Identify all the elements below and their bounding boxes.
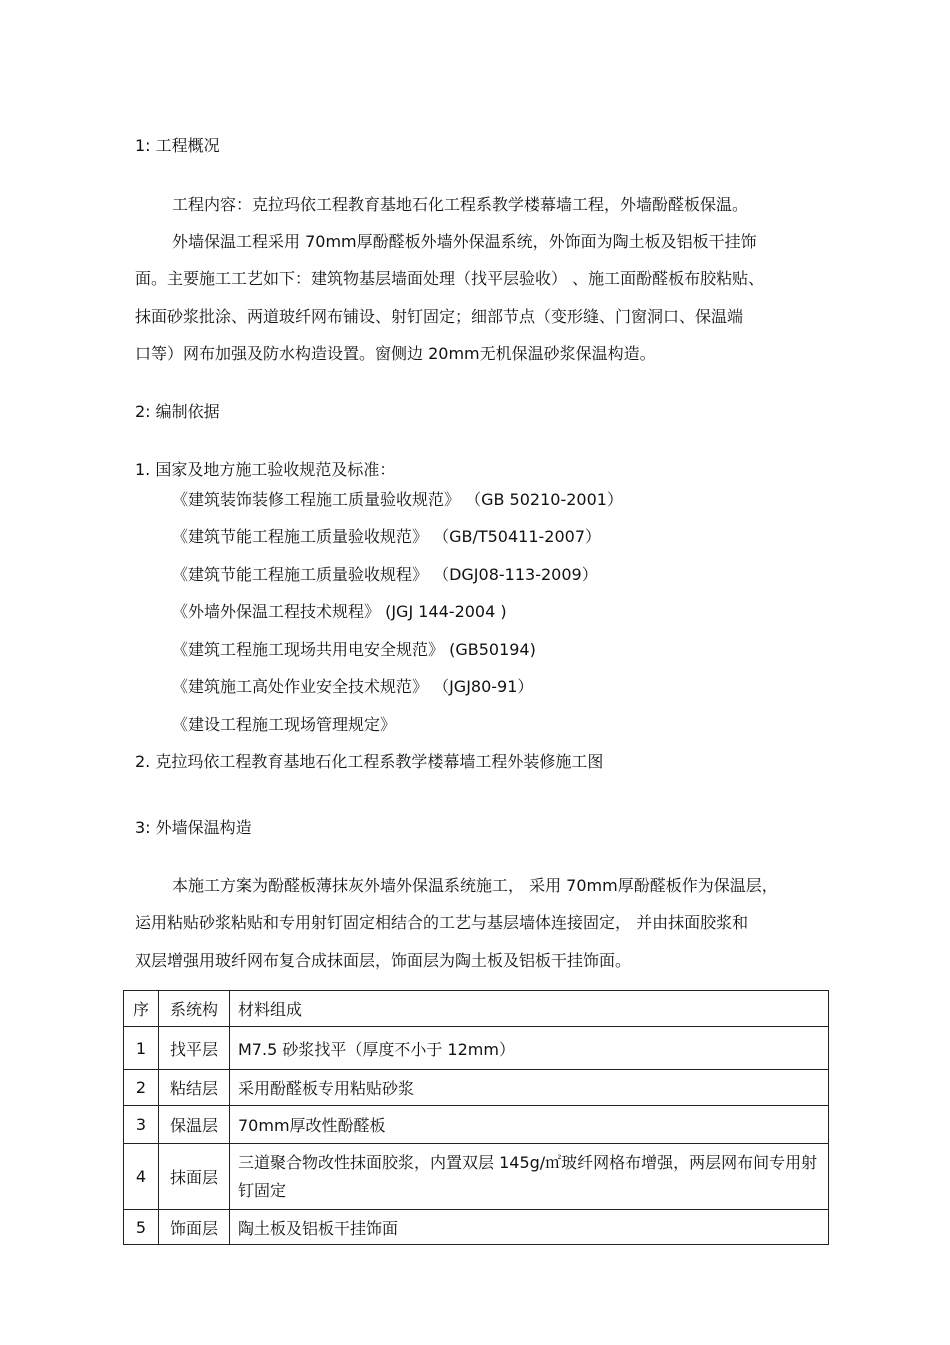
standard-item: 《建设工程施工现场管理规定》 <box>172 715 397 734</box>
row-no: 1 <box>124 1027 159 1070</box>
header-cell-material: 材料组成 <box>230 991 829 1027</box>
table-row <box>124 1106 829 1144</box>
row-material: 三道聚合物改性抹面胶浆，内置双层 145g/㎡玻纤网格布增强，两层网布间专用射钉固定 <box>230 1144 829 1210</box>
project-content-line: 工程内容：克拉玛依工程教育基地石化工程系教学楼幕墙工程，外墙酚醛板保温。 <box>172 195 749 214</box>
overview-line: 外墙保温工程采用 70mm厚酚醛板外墙外保温系统，外饰面为陶土板及铝板干挂饰 <box>172 232 757 251</box>
row-no: 5 <box>124 1210 159 1245</box>
basis-item-2: 2. 克拉玛依工程教育基地石化工程系教学楼幕墙工程外装修施工图 <box>135 752 604 771</box>
row-layer: 饰面层 <box>159 1210 230 1245</box>
construction-line: 双层增强用玻纤网布复合成抹面层，饰面层为陶土板及铝板干挂饰面。 <box>135 951 632 970</box>
standard-item: 《建筑施工高处作业安全技术规范》 （JGJ80-91） <box>172 677 534 696</box>
table-header-row <box>124 991 829 1027</box>
row-material: 70mm厚改性酚醛板 <box>230 1106 829 1144</box>
row-layer: 找平层 <box>159 1027 230 1070</box>
header-cell-no: 序 <box>124 991 159 1027</box>
standard-item: 《建筑节能工程施工质量验收规范》 （GB/T50411-2007） <box>172 527 602 546</box>
row-no: 4 <box>124 1144 159 1210</box>
section-3-heading: 3: 外墙保温构造 <box>135 818 252 837</box>
standard-item: 《建筑装饰装修工程施工质量验收规范》 （GB 50210-2001） <box>172 490 623 509</box>
table-row <box>124 1144 829 1210</box>
row-layer: 粘结层 <box>159 1070 230 1106</box>
section-2-heading: 2: 编制依据 <box>135 402 220 421</box>
overview-line: 面。主要施工工艺如下：建筑物基层墙面处理（找平层验收） 、施工面酚醛板布胶粘贴、 <box>135 269 765 288</box>
table-row <box>124 1027 829 1070</box>
row-layer: 抹面层 <box>159 1144 230 1210</box>
header-cell-layer: 系统构 <box>159 991 230 1027</box>
section-1-heading: 1: 工程概况 <box>135 136 220 155</box>
row-layer: 保温层 <box>159 1106 230 1144</box>
standard-item: 《建筑节能工程施工质量验收规程》 （DGJ08-113-2009） <box>172 565 598 584</box>
construction-line: 本施工方案为酚醛板薄抹灰外墙外保温系统施工， 采用 70mm厚酚醛板作为保温层， <box>172 876 778 895</box>
table-row <box>124 1210 829 1245</box>
standard-item: 《外墙外保温工程技术规程》 (JGJ 144-2004 ) <box>172 602 507 621</box>
row-no: 3 <box>124 1106 159 1144</box>
basis-item-1: 1. 国家及地方施工验收规范及标准： <box>135 460 396 479</box>
row-material: 采用酚醛板专用粘贴砂浆 <box>230 1070 829 1106</box>
construction-line: 运用粘贴砂浆粘贴和专用射钉固定相结合的工艺与基层墙体连接固定， 并由抹面胶浆和 <box>135 913 749 932</box>
row-material: M7.5 砂浆找平（厚度不小于 12mm） <box>230 1027 829 1070</box>
overview-line: 抹面砂浆批涂、两道玻纤网布铺设、射钉固定；细部节点（变形缝、门窗洞口、保温端 <box>135 307 744 326</box>
row-material: 陶土板及铝板干挂饰面 <box>230 1210 829 1245</box>
standard-item: 《建筑工程施工现场共用电安全规范》 (GB50194) <box>172 640 536 659</box>
overview-line: 口等）网布加强及防水构造设置。窗侧边 20mm无机保温砂浆保温构造。 <box>135 344 656 363</box>
insulation-system-table <box>123 990 829 1245</box>
row-no: 2 <box>124 1070 159 1106</box>
table-row <box>124 1070 829 1106</box>
